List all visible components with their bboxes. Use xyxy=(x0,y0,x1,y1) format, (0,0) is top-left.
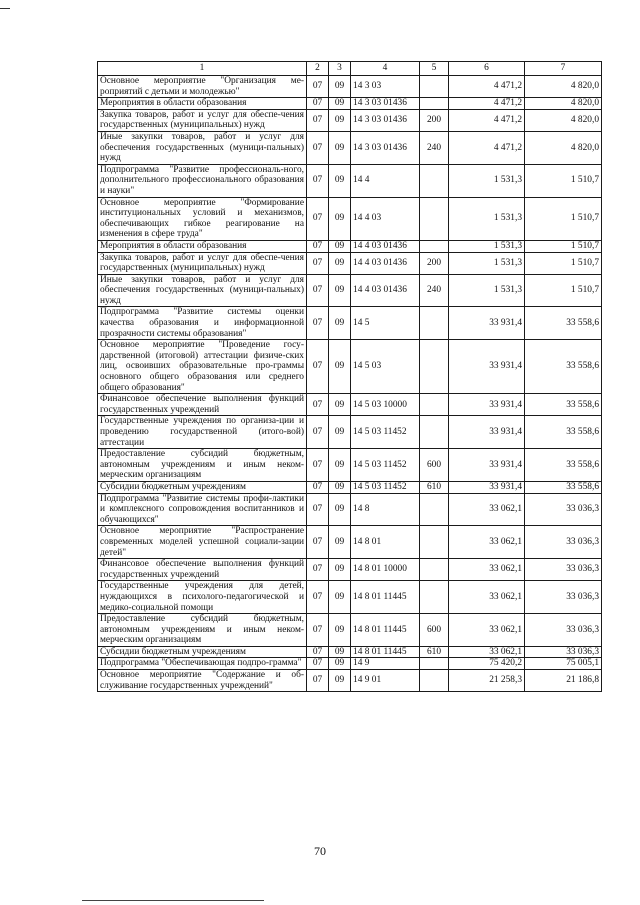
subsection-code: 09 xyxy=(329,646,351,658)
scan-mark xyxy=(0,8,10,9)
expense-type-code xyxy=(420,307,449,340)
section-code: 07 xyxy=(307,614,329,647)
amount-year-1: 33 931,4 xyxy=(449,449,525,482)
amount-year-2: 33 558,6 xyxy=(525,394,602,416)
table-row xyxy=(98,449,602,482)
row-description: Закупка товаров, работ и услуг для обеспе-чения государственных (муниципальных) нужд xyxy=(98,109,307,131)
subsection-code: 09 xyxy=(329,614,351,647)
table-row xyxy=(98,581,602,614)
section-code: 07 xyxy=(307,164,329,197)
subsection-code: 09 xyxy=(329,76,351,98)
table-row xyxy=(98,197,602,240)
target-article-code: 14 5 03 xyxy=(351,340,420,394)
amount-year-2: 1 510,7 xyxy=(525,240,602,252)
amount-year-2: 33 036,3 xyxy=(525,646,602,658)
expense-type-code xyxy=(420,581,449,614)
table-row xyxy=(98,240,602,252)
section-code: 07 xyxy=(307,240,329,252)
section-code: 07 xyxy=(307,581,329,614)
section-code: 07 xyxy=(307,109,329,131)
table-body xyxy=(98,76,602,692)
header-col-5: 5 xyxy=(420,62,449,76)
header-row xyxy=(98,62,602,76)
amount-year-2: 33 558,6 xyxy=(525,449,602,482)
row-description: Предоставление субсидий бюджетным, автономным учреждениям и иным неком-мерческим организациям xyxy=(98,449,307,482)
expense-type-code xyxy=(420,394,449,416)
amount-year-2: 1 510,7 xyxy=(525,252,602,274)
row-description: Закупка товаров, работ и услуг для обеспе-чения государственных (муниципальных) нужд xyxy=(98,252,307,274)
target-article-code: 14 8 01 11445 xyxy=(351,581,420,614)
amount-year-1: 75 420,2 xyxy=(449,658,525,670)
amount-year-1: 33 062,1 xyxy=(449,526,525,559)
amount-year-1: 21 258,3 xyxy=(449,670,525,692)
subsection-code: 09 xyxy=(329,340,351,394)
target-article-code: 14 5 03 10000 xyxy=(351,394,420,416)
header-col-7: 7 xyxy=(525,62,602,76)
table-row xyxy=(98,164,602,197)
subsection-code: 09 xyxy=(329,109,351,131)
expense-type-code: 200 xyxy=(420,252,449,274)
target-article-code: 14 8 01 10000 xyxy=(351,559,420,581)
target-article-code: 14 4 03 01436 xyxy=(351,240,420,252)
row-description: Субсидии бюджетным учреждениям xyxy=(98,481,307,493)
expense-type-code: 600 xyxy=(420,449,449,482)
table-row xyxy=(98,416,602,449)
amount-year-2: 1 510,7 xyxy=(525,274,602,307)
subsection-code: 09 xyxy=(329,98,351,110)
amount-year-2: 33 036,3 xyxy=(525,559,602,581)
header-col-2: 2 xyxy=(307,62,329,76)
amount-year-1: 33 062,1 xyxy=(449,493,525,526)
table-row xyxy=(98,481,602,493)
expense-type-code xyxy=(420,197,449,240)
expense-type-code xyxy=(420,658,449,670)
table-row xyxy=(98,493,602,526)
amount-year-2: 1 510,7 xyxy=(525,197,602,240)
target-article-code: 14 5 03 11452 xyxy=(351,481,420,493)
amount-year-2: 4 820,0 xyxy=(525,131,602,164)
page-number: 70 xyxy=(314,844,326,858)
table-row xyxy=(98,131,602,164)
amount-year-2: 33 036,3 xyxy=(525,493,602,526)
table-row xyxy=(98,109,602,131)
amount-year-1: 33 062,1 xyxy=(449,614,525,647)
expense-type-code xyxy=(420,240,449,252)
section-code: 07 xyxy=(307,307,329,340)
table-row xyxy=(98,614,602,647)
table-row xyxy=(98,252,602,274)
header-col-6: 6 xyxy=(449,62,525,76)
amount-year-2: 33 036,3 xyxy=(525,581,602,614)
row-description: Мероприятия в области образования xyxy=(98,240,307,252)
subsection-code: 09 xyxy=(329,274,351,307)
amount-year-2: 4 820,0 xyxy=(525,109,602,131)
amount-year-1: 4 471,2 xyxy=(449,131,525,164)
table-row xyxy=(98,646,602,658)
amount-year-1: 1 531,3 xyxy=(449,197,525,240)
subsection-code: 09 xyxy=(329,164,351,197)
row-description: Государственные учреждения по организа-ции и проведению государственной (итого-вой) аттестации xyxy=(98,416,307,449)
row-description: Основное мероприятие "Проведение госу-дарственной (итоговой) аттестации физиче-ских лиц, освоивших образовательные про-граммы основного общего образования или среднего общего образования" xyxy=(98,340,307,394)
target-article-code: 14 4 03 xyxy=(351,197,420,240)
expense-type-code xyxy=(420,76,449,98)
target-article-code: 14 4 03 01436 xyxy=(351,252,420,274)
amount-year-1: 33 931,4 xyxy=(449,481,525,493)
amount-year-2: 33 558,6 xyxy=(525,416,602,449)
expense-type-code: 240 xyxy=(420,274,449,307)
row-description: Основное мероприятие "Организация ме-роприятий с детьми и молодежью" xyxy=(98,76,307,98)
target-article-code: 14 9 01 xyxy=(351,670,420,692)
target-article-code: 14 4 03 01436 xyxy=(351,274,420,307)
subsection-code: 09 xyxy=(329,581,351,614)
target-article-code: 14 3 03 01436 xyxy=(351,131,420,164)
target-article-code: 14 3 03 01436 xyxy=(351,109,420,131)
row-description: Государственные учреждения для детей, нуждающихся в психолого-педагогической и медико-социальной помощи xyxy=(98,581,307,614)
target-article-code: 14 9 xyxy=(351,658,420,670)
section-code: 07 xyxy=(307,493,329,526)
section-code: 07 xyxy=(307,416,329,449)
amount-year-2: 4 820,0 xyxy=(525,98,602,110)
section-code: 07 xyxy=(307,658,329,670)
row-description: Основное мероприятие "Содержание и об-служивание государственных учреждений" xyxy=(98,670,307,692)
expense-type-code xyxy=(420,340,449,394)
section-code: 07 xyxy=(307,131,329,164)
amount-year-1: 33 931,4 xyxy=(449,394,525,416)
amount-year-1: 4 471,2 xyxy=(449,109,525,131)
subsection-code: 09 xyxy=(329,252,351,274)
target-article-code: 14 5 03 11452 xyxy=(351,449,420,482)
amount-year-1: 33 062,1 xyxy=(449,581,525,614)
amount-year-1: 1 531,3 xyxy=(449,240,525,252)
budget-table xyxy=(97,61,602,692)
header-col-4: 4 xyxy=(351,62,420,76)
amount-year-2: 21 186,8 xyxy=(525,670,602,692)
amount-year-2: 4 820,0 xyxy=(525,76,602,98)
row-description: Подпрограмма "Развитие профессиональ-ного, дополнительного профессионального образования и науки" xyxy=(98,164,307,197)
amount-year-2: 75 005,1 xyxy=(525,658,602,670)
expense-type-code: 610 xyxy=(420,646,449,658)
row-description: Иные закупки товаров, работ и услуг для обеспечения государственных (муници-пальных) нужд xyxy=(98,131,307,164)
subsection-code: 09 xyxy=(329,481,351,493)
row-description: Основное мероприятие "Формирование институциональных условий и механизмов, обеспечивающих гибкое реагирование на изменения в сфере труда" xyxy=(98,197,307,240)
table-row xyxy=(98,670,602,692)
section-code: 07 xyxy=(307,559,329,581)
section-code: 07 xyxy=(307,76,329,98)
target-article-code: 14 3 03 xyxy=(351,76,420,98)
subsection-code: 09 xyxy=(329,131,351,164)
amount-year-1: 33 062,1 xyxy=(449,559,525,581)
amount-year-2: 33 558,6 xyxy=(525,307,602,340)
target-article-code: 14 8 xyxy=(351,493,420,526)
amount-year-1: 33 931,4 xyxy=(449,340,525,394)
subsection-code: 09 xyxy=(329,449,351,482)
table-row xyxy=(98,394,602,416)
row-description: Финансовое обеспечение выполнения функций государственных учреждений xyxy=(98,394,307,416)
expense-type-code: 200 xyxy=(420,109,449,131)
amount-year-2: 33 036,3 xyxy=(525,614,602,647)
expense-type-code xyxy=(420,526,449,559)
row-description: Иные закупки товаров, работ и услуг для обеспечения государственных (муници-пальных) нужд xyxy=(98,274,307,307)
amount-year-1: 1 531,3 xyxy=(449,252,525,274)
amount-year-1: 33 062,1 xyxy=(449,646,525,658)
subsection-code: 09 xyxy=(329,670,351,692)
section-code: 07 xyxy=(307,646,329,658)
section-code: 07 xyxy=(307,449,329,482)
subsection-code: 09 xyxy=(329,559,351,581)
target-article-code: 14 5 xyxy=(351,307,420,340)
amount-year-2: 33 036,3 xyxy=(525,526,602,559)
amount-year-1: 33 931,4 xyxy=(449,307,525,340)
subsection-code: 09 xyxy=(329,658,351,670)
table-row xyxy=(98,274,602,307)
table-row xyxy=(98,658,602,670)
expense-type-code xyxy=(420,164,449,197)
target-article-code: 14 4 xyxy=(351,164,420,197)
subsection-code: 09 xyxy=(329,197,351,240)
amount-year-2: 33 558,6 xyxy=(525,340,602,394)
table-row xyxy=(98,526,602,559)
table-row xyxy=(98,76,602,98)
target-article-code: 14 8 01 xyxy=(351,526,420,559)
amount-year-2: 33 558,6 xyxy=(525,481,602,493)
expense-type-code xyxy=(420,493,449,526)
section-code: 07 xyxy=(307,98,329,110)
table-row xyxy=(98,307,602,340)
section-code: 07 xyxy=(307,252,329,274)
table-row xyxy=(98,340,602,394)
amount-year-1: 33 931,4 xyxy=(449,416,525,449)
amount-year-1: 4 471,2 xyxy=(449,98,525,110)
row-description: Субсидии бюджетным учреждениям xyxy=(98,646,307,658)
subsection-code: 09 xyxy=(329,240,351,252)
table-row xyxy=(98,559,602,581)
expense-type-code: 610 xyxy=(420,481,449,493)
subsection-code: 09 xyxy=(329,416,351,449)
row-description: Предоставление субсидий бюджетным, автономным учреждениям и иным неком-мерческим организациям xyxy=(98,614,307,647)
target-article-code: 14 3 03 01436 xyxy=(351,98,420,110)
subsection-code: 09 xyxy=(329,394,351,416)
footer-rule xyxy=(82,900,264,901)
subsection-code: 09 xyxy=(329,307,351,340)
expense-type-code xyxy=(420,559,449,581)
expense-type-code xyxy=(420,416,449,449)
amount-year-2: 1 510,7 xyxy=(525,164,602,197)
subsection-code: 09 xyxy=(329,493,351,526)
row-description: Подпрограмма "Развитие системы профи-лактики и комплексного сопровождения воспитанников и обучающихся" xyxy=(98,493,307,526)
target-article-code: 14 8 01 11445 xyxy=(351,614,420,647)
row-description: Финансовое обеспечение выполнения функций государственных учреждений xyxy=(98,559,307,581)
section-code: 07 xyxy=(307,394,329,416)
section-code: 07 xyxy=(307,481,329,493)
section-code: 07 xyxy=(307,526,329,559)
section-code: 07 xyxy=(307,340,329,394)
amount-year-1: 1 531,3 xyxy=(449,164,525,197)
header-col-3: 3 xyxy=(329,62,351,76)
section-code: 07 xyxy=(307,670,329,692)
row-description: Основное мероприятие "Распространение современных моделей успешной социали-зации детей" xyxy=(98,526,307,559)
row-description: Мероприятия в области образования xyxy=(98,98,307,110)
section-code: 07 xyxy=(307,274,329,307)
amount-year-1: 4 471,2 xyxy=(449,76,525,98)
expense-type-code: 600 xyxy=(420,614,449,647)
expense-type-code xyxy=(420,670,449,692)
subsection-code: 09 xyxy=(329,526,351,559)
amount-year-1: 1 531,3 xyxy=(449,274,525,307)
header-col-1: 1 xyxy=(98,62,307,76)
target-article-code: 14 8 01 11445 xyxy=(351,646,420,658)
row-description: Подпрограмма "Развитие системы оценки качества образования и информационной прозрачности системы образования" xyxy=(98,307,307,340)
row-description: Подпрограмма "Обеспечивающая подпро-грамма" xyxy=(98,658,307,670)
expense-type-code xyxy=(420,98,449,110)
section-code: 07 xyxy=(307,197,329,240)
target-article-code: 14 5 03 11452 xyxy=(351,416,420,449)
table-row xyxy=(98,98,602,110)
expense-type-code: 240 xyxy=(420,131,449,164)
